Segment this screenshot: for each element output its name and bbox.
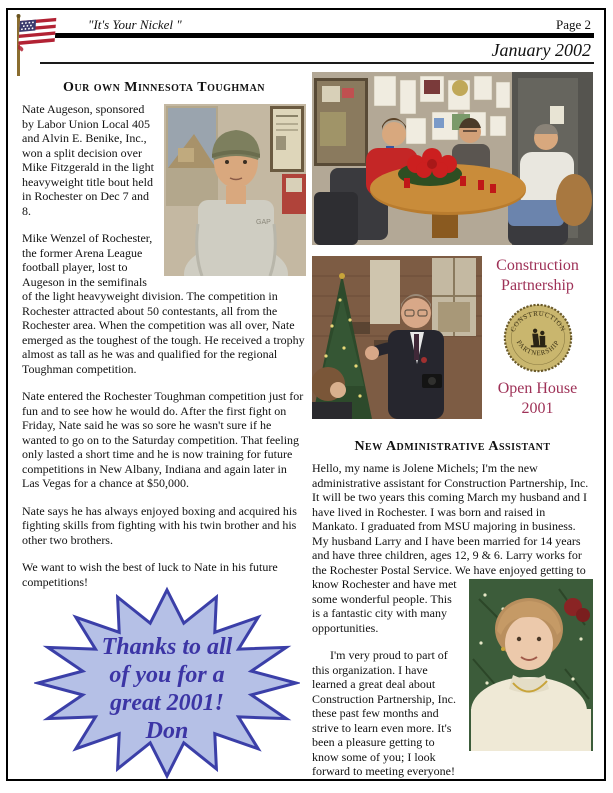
assistant-article: [312, 461, 593, 779]
toughman-paragraph: Mike Wenzel of Rochester, the former Arena League football player, lost to Augeson in the semifinals of the light heavyweight division. The competition in Rochester attracted about 50 contestants, all from the Rochester area. When the competition was all over, Nate emerged as the toughest of the tough. He received a trophy almost as tall as he was and qualified for the regional Toughman competition.: [22, 231, 305, 376]
starburst-line: Don: [145, 718, 189, 744]
partnership-seal: [502, 302, 574, 374]
open-house-labels: [482, 256, 593, 419]
toughman-paragraph: Nate says he has always enjoyed boxing and acquired his fighting skills from fighting with his twin brother and his other two brothers.: [22, 503, 297, 547]
seal-top-text: CONSTRUCTION: [509, 310, 566, 333]
starburst-line: Thanks to all: [101, 634, 233, 660]
thanks-starburst: [34, 586, 300, 780]
toughman-article: [22, 80, 306, 602]
assistant-paragraph-2: I'm very proud to part of this organization. I have learned a great deal about Construction Partnership, Inc. these past few months and strive to learn even more. It's been a pleasure getting to know some of you; I look forward to meeting everyone!: [312, 648, 456, 778]
open-house-photo: [312, 256, 482, 419]
starburst-line: great 2001!: [110, 690, 224, 716]
assistant-para1-wrap-text: and have met some wonderful people. This is a fantastic city with many opportunities.: [312, 577, 457, 635]
open-house-title: [498, 379, 578, 419]
jolene-photo: [469, 579, 593, 751]
partnership-title-line1: Construction: [496, 257, 579, 274]
header-rule-thick: [46, 33, 594, 38]
assistant-heading: New Administrative Assistant: [354, 439, 551, 454]
toughman-paragraph: Nate entered the Rochester Toughman competition just for fun and to see how he would do. After the first fight on Friday, Nate said he was so sore he wasn't sure if he wanted to go on to the Saturday competition. That feeling only lasted a short time and he is now training for future competitions in New Albany, Indiana and again later in Las Vegas for a chance at $50,000.: [22, 389, 304, 490]
assistant-para1-text: Hello, my name is Jolene Michels; I'm the new administrative assistant for Construction Partnership, Inc. It will be two years this coming March my husband and I have lived in Rochester. I was born and raised in Mankato. I graduated from MSU majoring in business. My husband Larry and I have been married for 14 years and have three children, ages 12, 9 & 6. Larry works for the Rochester Postal Service. We have enjoyed getting to know Rochester: [312, 461, 589, 591]
toughman-paragraph: We want to wish the best of luck to Nate in his future competitions!: [22, 560, 278, 589]
starburst-line: of you for a: [109, 662, 225, 688]
issue-date: January 2002: [491, 40, 591, 60]
seal-bottom-text: PARTNERSHIP: [514, 338, 561, 357]
open-house-line2: 2001: [521, 400, 554, 417]
page-number: Page 2: [555, 17, 591, 32]
open-house-section: [312, 256, 593, 419]
right-column: [312, 72, 593, 792]
partnership-title-line2: Partnership: [501, 277, 574, 294]
us-flag-icon: [11, 13, 63, 79]
nate-photo: [164, 104, 306, 276]
header-rule-thin: [40, 62, 594, 64]
toughman-heading: Our own Minnesota Toughman: [62, 80, 266, 95]
toughman-paragraph: Nate Augeson, sponsored by Labor Union Local 405 and Alvin E. Benike, Inc., won a split decision over Mike Fitzgerald in the light heavyweight title bout held in Rochester on Dec 7 and 8.: [22, 102, 154, 218]
assistant-paragraph-1: [312, 461, 593, 635]
open-house-line1: Open House: [497, 380, 578, 397]
meeting-photo: [312, 72, 593, 245]
partnership-title: [496, 256, 579, 296]
nate-shirt-text: GAP: [256, 219, 271, 226]
masthead-title: "It's Your Nickel ": [88, 17, 182, 32]
